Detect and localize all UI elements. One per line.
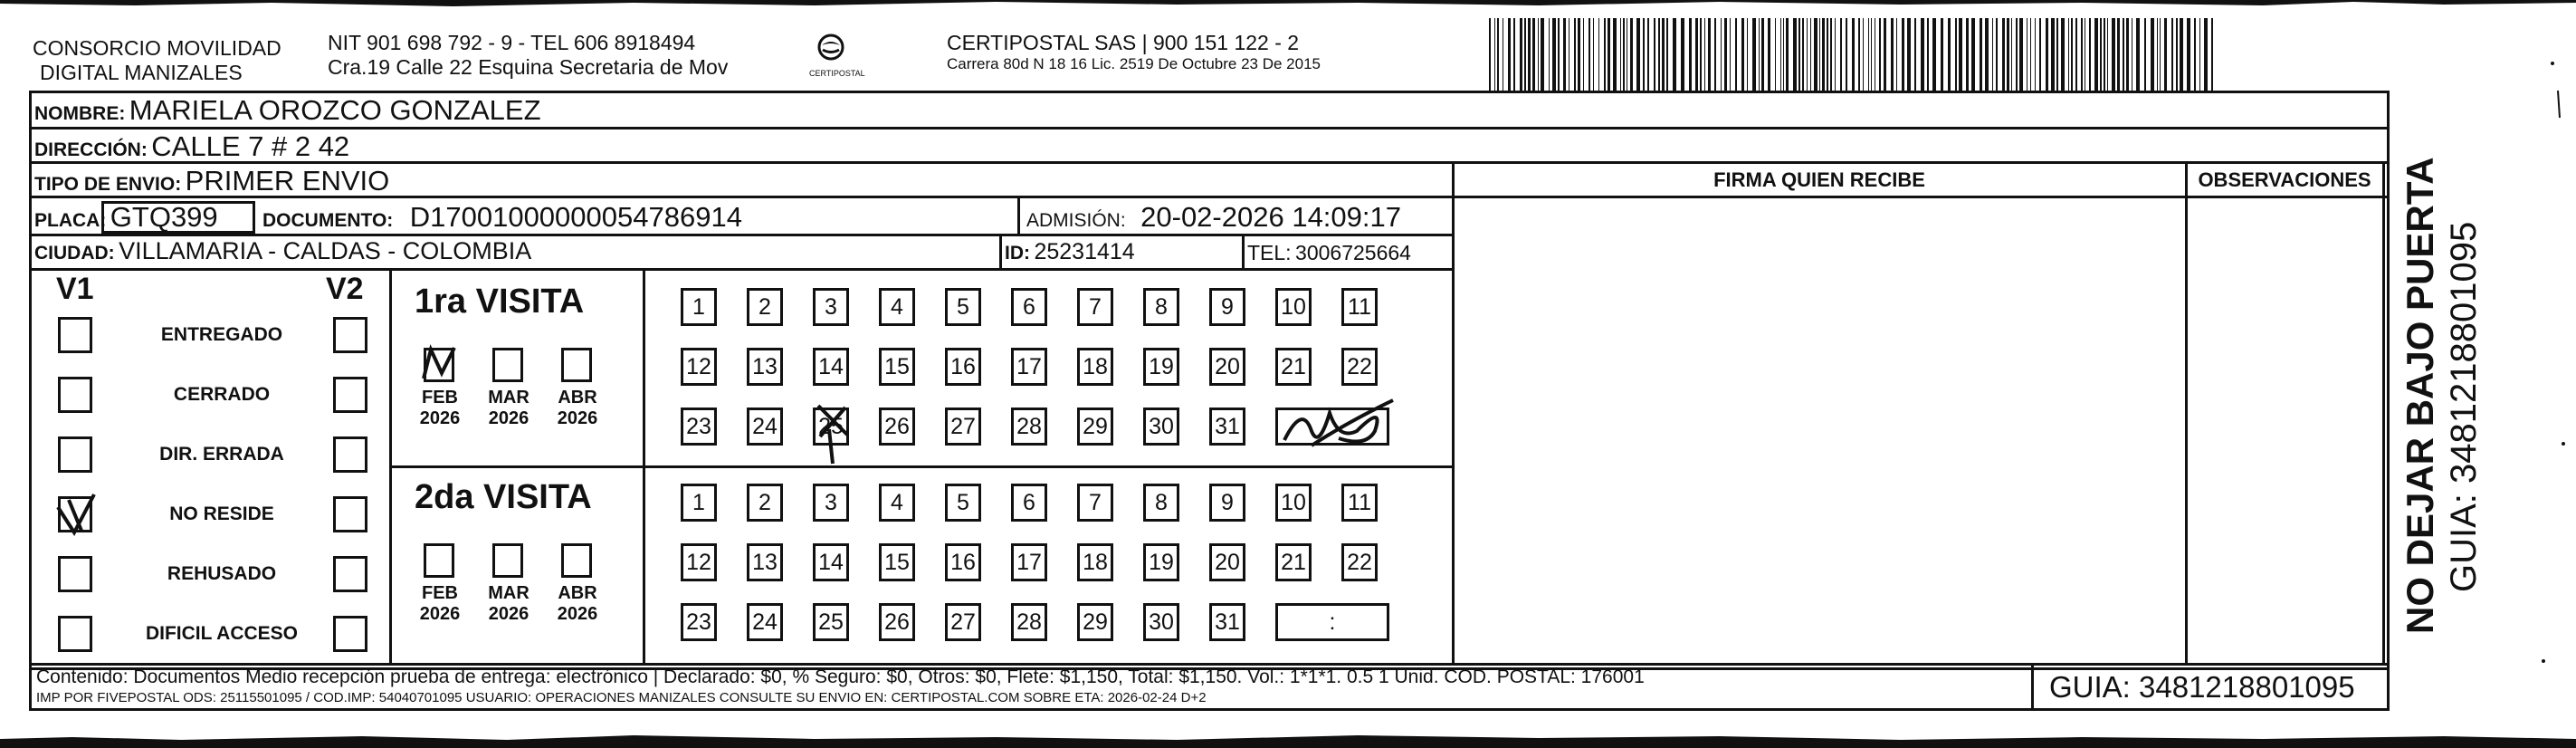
barcode-bar bbox=[1783, 18, 1784, 91]
direccion-field bbox=[34, 130, 349, 163]
barcode-bar bbox=[2035, 18, 2036, 91]
col-line bbox=[2382, 161, 2385, 663]
barcode-bar bbox=[1497, 18, 1499, 91]
footer-imp: IMP POR FIVEPOSTAL ODS: 25115501095 / COD.IMP: 54040701095 USUARIO: OPERACIONES MANIZALES CONSULTE SU ENVIO EN: CERTIPOSTAL.COM SOBRE ETA: 2026-02-24 D+2 bbox=[36, 690, 1207, 705]
direccion-value: CALLE 7 # 2 42 bbox=[151, 130, 350, 162]
barcode-bar bbox=[2071, 18, 2073, 91]
tel-value: 3006725664 bbox=[1295, 241, 1411, 264]
day-box[interactable]: 21 bbox=[1275, 348, 1312, 386]
day-box[interactable]: 9 bbox=[1209, 484, 1245, 522]
day-box[interactable]: 13 bbox=[747, 348, 783, 386]
day-box[interactable]: 25 bbox=[813, 603, 849, 641]
barcode-bar bbox=[1654, 18, 1655, 91]
side-no-dejar: NO DEJAR BAJO PUERTA bbox=[2399, 157, 2441, 634]
row-line bbox=[29, 161, 2390, 164]
day-box[interactable]: 31 bbox=[1209, 603, 1245, 641]
barcode-bar bbox=[2123, 18, 2124, 91]
barcode-bar bbox=[1630, 18, 1633, 91]
day-box[interactable]: 2 bbox=[747, 288, 783, 326]
barcode-bar bbox=[2164, 18, 2167, 91]
consorcio-line1: CONSORCIO MOVILIDAD bbox=[33, 36, 281, 60]
day-box[interactable]: 26 bbox=[879, 408, 915, 446]
barcode-bar bbox=[1948, 18, 1951, 91]
day-box[interactable]: 14 bbox=[813, 543, 849, 581]
barcode-bar bbox=[1708, 18, 1711, 91]
barcode-bar bbox=[1835, 18, 1836, 91]
col-line bbox=[1452, 161, 1455, 663]
barcode-bar bbox=[2075, 18, 2077, 91]
barcode-bar bbox=[1884, 18, 1886, 91]
v1-header: V1 bbox=[56, 272, 94, 306]
day-box[interactable]: 31 bbox=[1209, 408, 1245, 446]
col-line bbox=[1242, 234, 1245, 268]
day-box[interactable]: 23 bbox=[681, 603, 717, 641]
id-value: 25231414 bbox=[1034, 239, 1135, 264]
visit-title: 1ra VISITA bbox=[415, 283, 585, 321]
day-box[interactable]: 30 bbox=[1143, 408, 1179, 446]
tel-field bbox=[1247, 241, 1411, 265]
barcode-bar bbox=[1578, 18, 1580, 91]
barcode-bar bbox=[2094, 18, 2098, 91]
id-label: ID: bbox=[1005, 243, 1030, 264]
day-box[interactable]: 11 bbox=[1341, 288, 1378, 326]
barcode-bar bbox=[1558, 18, 1560, 91]
barcode-bar bbox=[1730, 18, 1731, 91]
barcode-bar bbox=[2068, 18, 2069, 91]
barcode-bar bbox=[1819, 18, 1820, 91]
ciudad-label: CIUDAD: bbox=[34, 243, 115, 264]
barcode-bar bbox=[2056, 18, 2058, 91]
barcode-bar bbox=[1524, 18, 1526, 91]
day-box[interactable]: 24 bbox=[747, 603, 783, 641]
certipostal-license: Carrera 80d N 18 16 Lic. 2519 De Octubre 23 De 2015 bbox=[947, 55, 1321, 72]
barcode-bar bbox=[2112, 18, 2115, 91]
logo-caption: CERTIPOSTAL bbox=[809, 69, 865, 78]
month-label: ABR 2026 bbox=[557, 388, 598, 428]
day-box[interactable]: 12 bbox=[681, 348, 717, 386]
barcode-bar bbox=[1741, 18, 1744, 91]
month-label: MAR 2026 bbox=[488, 583, 530, 624]
day-box[interactable]: 6 bbox=[1011, 484, 1047, 522]
barcode-bar bbox=[2176, 18, 2178, 91]
month-checkbox[interactable] bbox=[561, 543, 592, 578]
day-box[interactable]: 21 bbox=[1275, 543, 1312, 581]
day-box[interactable]: 8 bbox=[1143, 484, 1179, 522]
barcode-bar bbox=[1695, 18, 1698, 91]
barcode-bar bbox=[1528, 18, 1531, 91]
barcode-bar bbox=[1827, 18, 1828, 91]
footer-contenido: Contenido: Documentos Medio recepción prueba de entrega: electrónico | Declarado: $0, % Seguro: $0, Otros: $0, Flete: $1,150, Total: $1,150. Vol.: 1*1*1. 0.5 1 Unid. COD. POSTAL: 176001 bbox=[36, 666, 1645, 687]
id-field bbox=[1005, 239, 1135, 265]
barcode-bar bbox=[1681, 18, 1684, 91]
barcode-bar bbox=[1786, 18, 1789, 91]
day-box[interactable]: 19 bbox=[1143, 543, 1179, 581]
col-line bbox=[1017, 196, 1020, 234]
barcode-bar bbox=[1494, 18, 1495, 91]
month-checkbox[interactable] bbox=[492, 348, 523, 382]
col-line bbox=[2185, 161, 2188, 663]
placa-field bbox=[34, 201, 218, 234]
barcode-bar bbox=[1868, 18, 1869, 91]
barcode-bar bbox=[1704, 18, 1705, 91]
barcode-bar bbox=[1810, 18, 1811, 91]
barcode-bar bbox=[1941, 18, 1943, 91]
barcode-bar bbox=[1992, 18, 1993, 91]
v1-checkbox[interactable] bbox=[58, 496, 92, 532]
tel-label: TEL: bbox=[1247, 241, 1292, 264]
v1-checkbox[interactable] bbox=[58, 556, 92, 592]
barcode-bar bbox=[1700, 18, 1702, 91]
day-box[interactable]: 20 bbox=[1209, 348, 1245, 386]
day-box[interactable]: 2 bbox=[747, 484, 783, 522]
barcode-bar bbox=[2007, 18, 2009, 91]
barcode-bar bbox=[1747, 18, 1748, 91]
barcode-bar bbox=[1902, 18, 1904, 91]
barcode-bar bbox=[1959, 18, 1962, 91]
barcode-bar bbox=[2194, 18, 2196, 91]
barcode-bar bbox=[1761, 18, 1764, 91]
barcode-bar bbox=[1980, 18, 1982, 91]
barcode-bar bbox=[1914, 18, 1916, 91]
direccion-label: DIRECCIÓN: bbox=[34, 139, 148, 160]
month-label: FEB 2026 bbox=[419, 583, 461, 624]
day-box[interactable]: 14 bbox=[813, 348, 849, 386]
barcode-bar bbox=[1793, 18, 1797, 91]
barcode-bar bbox=[1589, 18, 1590, 91]
day-box[interactable]: 25 bbox=[813, 408, 849, 446]
barcode-bar bbox=[1598, 18, 1599, 91]
ciudad-value: VILLAMARIA - CALDAS - COLOMBIA bbox=[119, 237, 532, 264]
v2-checkbox[interactable] bbox=[333, 556, 367, 592]
barcode-bar bbox=[1735, 18, 1737, 91]
barcode-bar bbox=[2019, 18, 2023, 91]
barcode-bar bbox=[1752, 18, 1756, 91]
barcode-bar bbox=[1871, 18, 1872, 91]
day-box[interactable]: 23 bbox=[681, 408, 717, 446]
barcode-bar bbox=[1647, 18, 1649, 91]
barcode-bar bbox=[1636, 18, 1640, 91]
day-box[interactable]: 22 bbox=[1341, 348, 1378, 386]
nombre-field bbox=[34, 94, 541, 127]
v1-checkbox[interactable] bbox=[58, 317, 92, 353]
v2-header: V2 bbox=[326, 272, 364, 306]
day-box[interactable]: 10 bbox=[1275, 484, 1312, 522]
barcode-bar bbox=[2157, 18, 2158, 91]
consorcio-contact bbox=[328, 31, 728, 80]
day-box[interactable]: 10 bbox=[1275, 288, 1312, 326]
barcode-bar bbox=[1604, 18, 1606, 91]
v2-checkbox[interactable] bbox=[333, 616, 367, 652]
row-line bbox=[29, 663, 2390, 666]
barcode-bar bbox=[1593, 18, 1594, 91]
barcode-bar bbox=[2160, 18, 2161, 91]
reason-label: DIFICIL ACCESO bbox=[145, 623, 298, 644]
barcode-bar bbox=[2039, 18, 2041, 91]
barcode-bar bbox=[1574, 18, 1576, 91]
barcode-bar bbox=[1724, 18, 1727, 91]
day-box[interactable]: 8 bbox=[1143, 288, 1179, 326]
barcode-bar bbox=[2171, 18, 2173, 91]
day-box[interactable]: 4 bbox=[879, 288, 915, 326]
day-box[interactable]: 18 bbox=[1077, 348, 1113, 386]
month-checkbox[interactable] bbox=[492, 543, 523, 578]
day-box[interactable]: 9 bbox=[1209, 288, 1245, 326]
barcode-bar bbox=[1996, 18, 1998, 91]
barcode-bar bbox=[2204, 18, 2208, 91]
v2-checkbox[interactable] bbox=[333, 436, 367, 473]
barcode-bar bbox=[2136, 18, 2140, 91]
barcode-bar bbox=[1552, 18, 1556, 91]
barcode-bar bbox=[1932, 18, 1936, 91]
barcode-bar bbox=[2107, 18, 2108, 91]
day-box[interactable]: 12 bbox=[681, 543, 717, 581]
reason-label: DIR. ERRADA bbox=[159, 444, 284, 465]
month-checkbox[interactable] bbox=[424, 543, 454, 578]
row-line bbox=[29, 127, 2390, 129]
day-box[interactable]: 28 bbox=[1011, 603, 1047, 641]
barcode-bar bbox=[1643, 18, 1645, 91]
barcode-bar bbox=[1689, 18, 1692, 91]
barcode-bar bbox=[1513, 18, 1515, 91]
reason-label: REHUSADO bbox=[167, 563, 277, 584]
barcode-bar bbox=[2011, 18, 2012, 91]
barcode-bar bbox=[1563, 18, 1566, 91]
v2-checkbox[interactable] bbox=[333, 317, 367, 353]
barcode-bar bbox=[1541, 18, 1544, 91]
barcode-bar bbox=[1896, 18, 1897, 91]
barcode-bar bbox=[2211, 18, 2213, 91]
day-box[interactable]: 16 bbox=[945, 543, 981, 581]
col-line bbox=[2387, 663, 2390, 711]
barcode-bar bbox=[1955, 18, 1957, 91]
certipostal-logo-icon bbox=[813, 33, 849, 69]
barcode-bar bbox=[1985, 18, 1989, 91]
day-box[interactable]: 24 bbox=[747, 408, 783, 446]
barcode-bar bbox=[1662, 18, 1665, 91]
barcode-bar bbox=[1623, 18, 1625, 91]
barcode-bar bbox=[1759, 18, 1760, 91]
barcode-bar bbox=[2104, 18, 2105, 91]
barcode-bar bbox=[1673, 18, 1676, 91]
day-box[interactable]: 29 bbox=[1077, 603, 1113, 641]
row-line bbox=[29, 234, 1454, 236]
day-box[interactable]: 27 bbox=[945, 408, 981, 446]
barcode-bar bbox=[2180, 18, 2183, 91]
tipo-label: TIPO DE ENVIO: bbox=[34, 174, 182, 195]
documento-value: D17001000000054786914 bbox=[409, 201, 742, 233]
barcode-bar bbox=[2016, 18, 2018, 91]
tipo-value: PRIMER ENVIO bbox=[185, 165, 390, 197]
day-box[interactable]: 29 bbox=[1077, 408, 1113, 446]
nombre-value: MARIELA OROZCO GONZALEZ bbox=[129, 94, 541, 126]
barcode-bar bbox=[2199, 18, 2200, 91]
certipostal-info bbox=[947, 31, 1321, 73]
barcode-bar bbox=[1489, 18, 1491, 91]
row-line bbox=[29, 268, 1454, 271]
month-label: ABR 2026 bbox=[557, 583, 598, 624]
reason-label: NO RESIDE bbox=[169, 503, 274, 524]
torn-top-edge bbox=[0, 0, 2576, 11]
barcode-bar bbox=[2061, 18, 2065, 91]
consorcio-name bbox=[33, 36, 281, 85]
col-line bbox=[999, 234, 1002, 268]
month-label: MAR 2026 bbox=[488, 388, 530, 428]
barcode-bar bbox=[1538, 18, 1539, 91]
barcode-bar bbox=[2126, 18, 2129, 91]
tipo-envio-field bbox=[34, 165, 389, 197]
barcode-bar bbox=[2144, 18, 2146, 91]
visit-title: 2da VISITA bbox=[415, 478, 592, 516]
consorcio-line2: DIGITAL MANIZALES bbox=[40, 61, 243, 84]
day-box[interactable]: 26 bbox=[879, 603, 915, 641]
barcode-bar bbox=[1608, 18, 1610, 91]
day-box[interactable]: 1 bbox=[681, 288, 717, 326]
barcode-bar bbox=[1863, 18, 1864, 91]
placa-label: PLACA: bbox=[34, 210, 107, 231]
barcode-bar bbox=[1830, 18, 1832, 91]
barcode-bar bbox=[1807, 18, 1808, 91]
day-box[interactable]: 19 bbox=[1143, 348, 1179, 386]
day-box[interactable]: 17 bbox=[1011, 348, 1047, 386]
day-box[interactable]: 3 bbox=[813, 484, 849, 522]
barcode-bar bbox=[1520, 18, 1522, 91]
documento-label: DOCUMENTO: bbox=[262, 210, 394, 231]
barcode-bar bbox=[1768, 18, 1770, 91]
day-box[interactable]: 20 bbox=[1209, 543, 1245, 581]
barcode-bar bbox=[2051, 18, 2055, 91]
barcode-bar bbox=[1802, 18, 1804, 91]
row-line bbox=[29, 708, 2390, 711]
v1-checkbox[interactable] bbox=[58, 616, 92, 652]
month-checkbox[interactable] bbox=[561, 348, 592, 382]
day-box[interactable]: 16 bbox=[945, 348, 981, 386]
footer-guia: GUIA: 3481218801095 bbox=[2049, 670, 2355, 704]
barcode-bar bbox=[1921, 18, 1924, 91]
row-line bbox=[1454, 196, 2390, 198]
ciudad-field bbox=[34, 237, 531, 265]
firma-header: FIRMA QUIEN RECIBE bbox=[1713, 168, 1925, 191]
day-box[interactable]: 15 bbox=[879, 543, 915, 581]
day-box[interactable]: 22 bbox=[1341, 543, 1378, 581]
barcode-bar bbox=[1583, 18, 1584, 91]
v1-checkbox[interactable] bbox=[58, 436, 92, 473]
month-checkbox[interactable] bbox=[424, 348, 454, 382]
day-box[interactable]: 5 bbox=[945, 484, 981, 522]
barcode-bar bbox=[1814, 18, 1818, 91]
barcode-bar bbox=[1927, 18, 1929, 91]
barcode-bar bbox=[1714, 18, 1716, 91]
v1-checkbox[interactable] bbox=[58, 377, 92, 413]
side-guia: GUIA: 3481218801095 bbox=[2444, 221, 2484, 592]
day-box[interactable]: 27 bbox=[945, 603, 981, 641]
barcode-bar bbox=[2002, 18, 2005, 91]
placa-value: GTQ399 bbox=[110, 201, 218, 233]
col-line bbox=[29, 663, 32, 711]
barcode-bar bbox=[1966, 18, 1969, 91]
barcode bbox=[1489, 18, 2222, 91]
reason-label: CERRADO bbox=[173, 384, 271, 405]
reason-label: ENTREGADO bbox=[160, 324, 283, 345]
nombre-label: NOMBRE: bbox=[34, 103, 126, 124]
barcode-bar bbox=[1907, 18, 1911, 91]
barcode-bar bbox=[1613, 18, 1617, 91]
day-box[interactable]: 28 bbox=[1011, 408, 1047, 446]
barcode-bar bbox=[2100, 18, 2102, 91]
barcode-bar bbox=[1549, 18, 1550, 91]
barcode-bar bbox=[1846, 18, 1847, 91]
barcode-bar bbox=[2030, 18, 2031, 91]
barcode-bar bbox=[1620, 18, 1621, 91]
barcode-bar bbox=[1780, 18, 1781, 91]
barcode-bar bbox=[2046, 18, 2048, 91]
barcode-bar bbox=[1666, 18, 1668, 91]
certipostal-name: CERTIPOSTAL SAS | 900 151 122 - 2 bbox=[947, 31, 1300, 54]
col-line bbox=[2031, 663, 2034, 708]
day-box[interactable]: 5 bbox=[945, 288, 981, 326]
address-text: Cra.19 Calle 22 Esquina Secretaria de Mov bbox=[328, 55, 729, 79]
barcode-bar bbox=[1775, 18, 1776, 91]
barcode-bar bbox=[1840, 18, 1842, 91]
barcode-bar bbox=[1858, 18, 1860, 91]
barcode-bar bbox=[2089, 18, 2091, 91]
admision-value: 20-02-2026 14:09:17 bbox=[1140, 201, 1401, 233]
barcode-bar bbox=[1891, 18, 1894, 91]
barcode-bar bbox=[1971, 18, 1975, 91]
admision-label: ADMISIÓN: bbox=[1026, 210, 1126, 231]
day-box[interactable]: 3 bbox=[813, 288, 849, 326]
day-box[interactable]: 7 bbox=[1077, 288, 1113, 326]
day-box[interactable]: 18 bbox=[1077, 543, 1113, 581]
day-box[interactable]: 1 bbox=[681, 484, 717, 522]
day-box[interactable]: 13 bbox=[747, 543, 783, 581]
barcode-bar bbox=[1852, 18, 1855, 91]
barcode-bar bbox=[2151, 18, 2154, 91]
barcode-bar bbox=[1879, 18, 1881, 91]
barcode-bar bbox=[2117, 18, 2120, 91]
v2-checkbox[interactable] bbox=[333, 496, 367, 532]
time-box[interactable]: : bbox=[1275, 603, 1389, 641]
barcode-bar bbox=[1658, 18, 1660, 91]
barcode-bar bbox=[2187, 18, 2190, 91]
day-box[interactable]: 6 bbox=[1011, 288, 1047, 326]
month-label: FEB 2026 bbox=[419, 388, 461, 428]
row-line bbox=[389, 465, 1454, 468]
barcode-bar bbox=[1508, 18, 1511, 91]
documento-field bbox=[262, 201, 742, 234]
day-box[interactable]: 15 bbox=[879, 348, 915, 386]
day-box[interactable]: 17 bbox=[1011, 543, 1047, 581]
barcode-bar bbox=[1721, 18, 1722, 91]
barcode-bar bbox=[2081, 18, 2083, 91]
v2-checkbox[interactable] bbox=[333, 377, 367, 413]
barcode-bar bbox=[1532, 18, 1535, 91]
time-box[interactable] bbox=[1275, 408, 1389, 446]
day-box[interactable]: 30 bbox=[1143, 603, 1179, 641]
nit-text: NIT 901 698 792 - 9 - TEL 606 8918494 bbox=[328, 31, 696, 54]
torn-bottom-edge bbox=[0, 732, 2576, 748]
day-box[interactable]: 11 bbox=[1341, 484, 1378, 522]
observaciones-header: OBSERVACIONES bbox=[2198, 168, 2371, 191]
barcode-bar bbox=[1822, 18, 1825, 91]
day-box[interactable]: 7 bbox=[1077, 484, 1113, 522]
barcode-bar bbox=[1798, 18, 1800, 91]
admision-field bbox=[1026, 201, 1401, 234]
day-box[interactable]: 4 bbox=[879, 484, 915, 522]
